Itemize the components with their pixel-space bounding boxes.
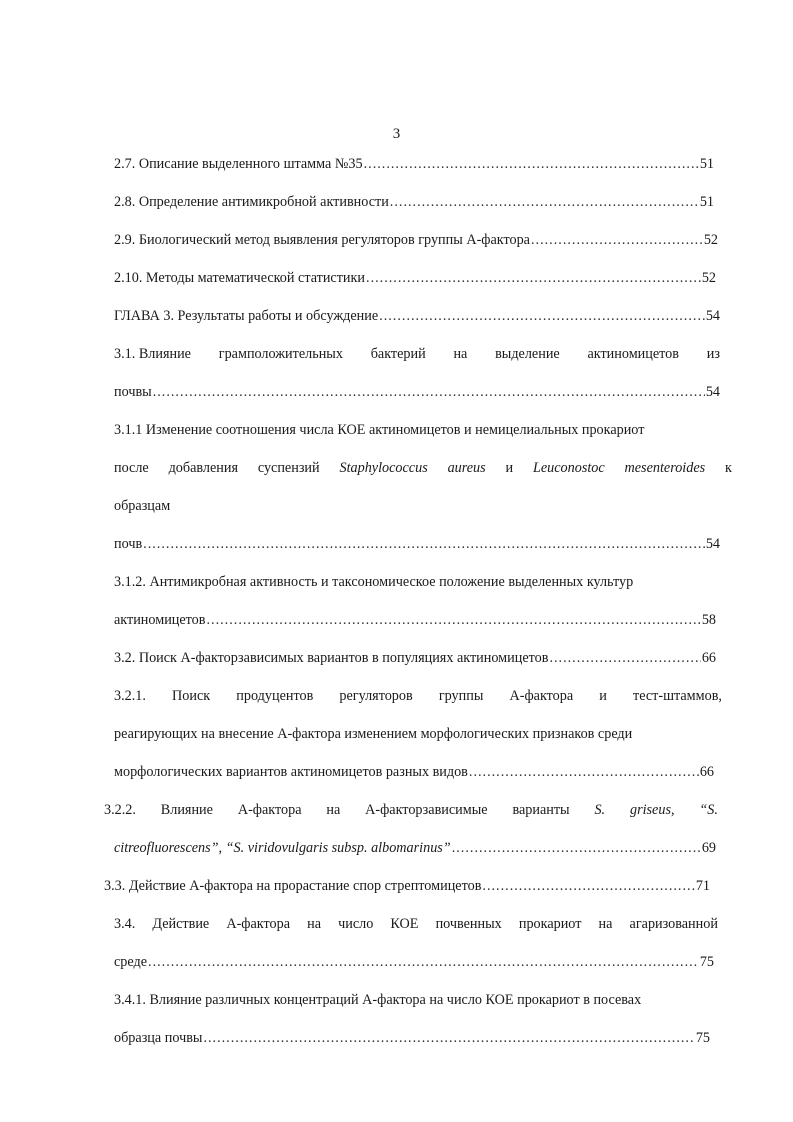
toc-entry-page: 66 [699, 764, 714, 780]
word: тест-штаммов, [633, 688, 722, 704]
word: А-фактора [509, 688, 574, 704]
leader-dots [143, 534, 705, 554]
word: на [326, 802, 341, 818]
word: S. [594, 802, 606, 818]
word: Действие [152, 916, 210, 932]
toc-entry-page: 52 [703, 232, 718, 248]
toc-entry-3-1-2-line1: 3.1.2. Антимикробная активность и таксономическое положение выделенных культур [114, 574, 634, 590]
leader-dots [379, 306, 705, 326]
word: griseus, [629, 802, 675, 818]
toc-entry-3-1-1-line1: 3.1.1 Изменение соотношения числа КОЕ актиномицетов и немицелиальных прокариот [114, 422, 645, 438]
toc-entry-2-7 [114, 154, 714, 174]
toc-entry-page: 54 [705, 308, 720, 324]
toc-entry-2-8 [114, 192, 714, 212]
word: почвенных [435, 916, 502, 932]
word: варианты [512, 802, 570, 818]
word: продуцентов [236, 688, 314, 704]
toc-entry-title: актиномицетов [114, 612, 206, 628]
toc-entry-page: 51 [699, 194, 714, 210]
toc-entry-title: 3.3. Действие А-фактора на прорастание спор стрептомицетов [104, 878, 482, 894]
toc-entry-page: 75 [699, 954, 714, 970]
leader-dots [364, 154, 699, 174]
toc-entry-3-1-2-line2 [114, 610, 716, 630]
word: после [114, 460, 149, 476]
leader-dots [452, 838, 701, 858]
word: Поиск [172, 688, 211, 704]
word: 3.1. Влияние [114, 346, 191, 362]
toc-entry-page: 66 [701, 650, 716, 666]
toc-entry-3-4-line2 [114, 952, 714, 972]
word: на [453, 346, 468, 362]
leader-dots [390, 192, 699, 212]
toc-entry-3-1-line2 [114, 382, 720, 402]
leader-dots [148, 952, 699, 972]
word: на [598, 916, 613, 932]
leader-dots [203, 1028, 694, 1048]
toc-entry-title: образца почвы [114, 1030, 203, 1046]
word: 3.2.2. [104, 802, 136, 818]
toc-entry-title: citreofluorescens”, “S. viridovulgaris subsp. albomarinus” [114, 840, 451, 856]
toc-entry-3-4-line1 [114, 914, 718, 934]
word: суспензий [257, 460, 320, 476]
toc-entry-3-2-1-line2: реагирующих на внесение А-фактора изменением морфологических признаков среди [114, 726, 633, 742]
leader-dots [206, 610, 700, 630]
toc-entry-3-1-1-line4 [114, 534, 720, 554]
word: к [725, 460, 732, 476]
word: выделение [495, 346, 560, 362]
toc-entry-title: 2.8. Определение антимикробной активности [114, 194, 389, 210]
word: добавления [168, 460, 238, 476]
word: агаризованной [629, 916, 718, 932]
toc-entry-title: 2.7. Описание выделенного штамма №35 [114, 156, 363, 172]
leader-dots [366, 268, 701, 288]
word: из [706, 346, 720, 362]
toc-entry-title: среде [114, 954, 148, 970]
word: “S. [699, 802, 718, 818]
toc-entry-3-2-1-line3 [114, 762, 714, 782]
toc-entry-title: морфологических вариантов актиномицетов разных видов [114, 764, 468, 780]
word: А-фактора [226, 916, 290, 932]
word: актиномицетов [587, 346, 679, 362]
toc-entry-3-1-1-line2 [114, 458, 732, 478]
word: 3.4. [114, 916, 136, 932]
word: прокариот [518, 916, 582, 932]
word: группы [438, 688, 484, 704]
word: А-факторзависимые [365, 802, 488, 818]
word: Staphylococcus [339, 460, 428, 476]
leader-dots [153, 382, 705, 402]
toc-entry-title: 3.2. Поиск А-факторзависимых вариантов в популяциях актиномицетов [114, 650, 549, 666]
toc-entry-page: 54 [705, 536, 720, 552]
page-number: 3 [392, 126, 401, 142]
toc-entry-page: 69 [701, 840, 716, 856]
toc-entry-page: 51 [699, 156, 714, 172]
toc-entry-page: 71 [695, 878, 710, 894]
word: mesenteroides [624, 460, 706, 476]
toc-entry-2-9 [114, 230, 718, 250]
toc-entry-title: 2.10. Методы математической статистики [114, 270, 366, 286]
toc-entry-chapter-3 [114, 306, 720, 326]
toc-entry-page: 58 [701, 612, 716, 628]
word: бактерий [370, 346, 426, 362]
leader-dots [531, 230, 703, 250]
toc-entry-2-10 [114, 268, 716, 288]
word: aureus [447, 460, 486, 476]
word: Влияние [160, 802, 213, 818]
leader-dots [482, 876, 694, 896]
toc-entry-title: ГЛАВА 3. Результаты работы и обсуждение [114, 308, 379, 324]
word: А-фактора [237, 802, 302, 818]
toc-entry-3-1-1-line3: образцам [114, 498, 171, 514]
toc-entry-page: 52 [701, 270, 716, 286]
word: КОЕ [390, 916, 419, 932]
toc-entry-3-2-2-line2 [114, 838, 716, 858]
toc-entry-title: почв [114, 536, 143, 552]
word: Leuconostoc [532, 460, 605, 476]
toc-entry-page: 54 [705, 384, 720, 400]
toc-entry-3-1-line1 [114, 344, 720, 364]
toc-entry-3-4-1-line2 [114, 1028, 710, 1048]
word: грамположительных [218, 346, 343, 362]
toc-entry-3-3 [104, 876, 710, 896]
word: 3.2.1. [114, 688, 146, 704]
toc-entry-title: 2.9. Биологический метод выявления регуляторов группы А-фактора [114, 232, 530, 248]
toc-entry-page: 75 [695, 1030, 710, 1046]
leader-dots [549, 648, 700, 668]
toc-entry-3-4-1-line1: 3.4.1. Влияние различных концентраций А-фактора на число КОЕ прокариот в посевах [114, 992, 642, 1008]
word: регуляторов [339, 688, 413, 704]
toc-entry-3-2 [114, 648, 716, 668]
toc-entry-title: почвы [114, 384, 152, 400]
word: число [338, 916, 374, 932]
toc-entry-3-2-1-line1 [114, 686, 722, 706]
word: на [307, 916, 321, 932]
word: и [505, 460, 514, 476]
toc-entry-3-2-2-line1 [104, 800, 718, 820]
word: и [599, 688, 607, 704]
leader-dots [469, 762, 699, 782]
